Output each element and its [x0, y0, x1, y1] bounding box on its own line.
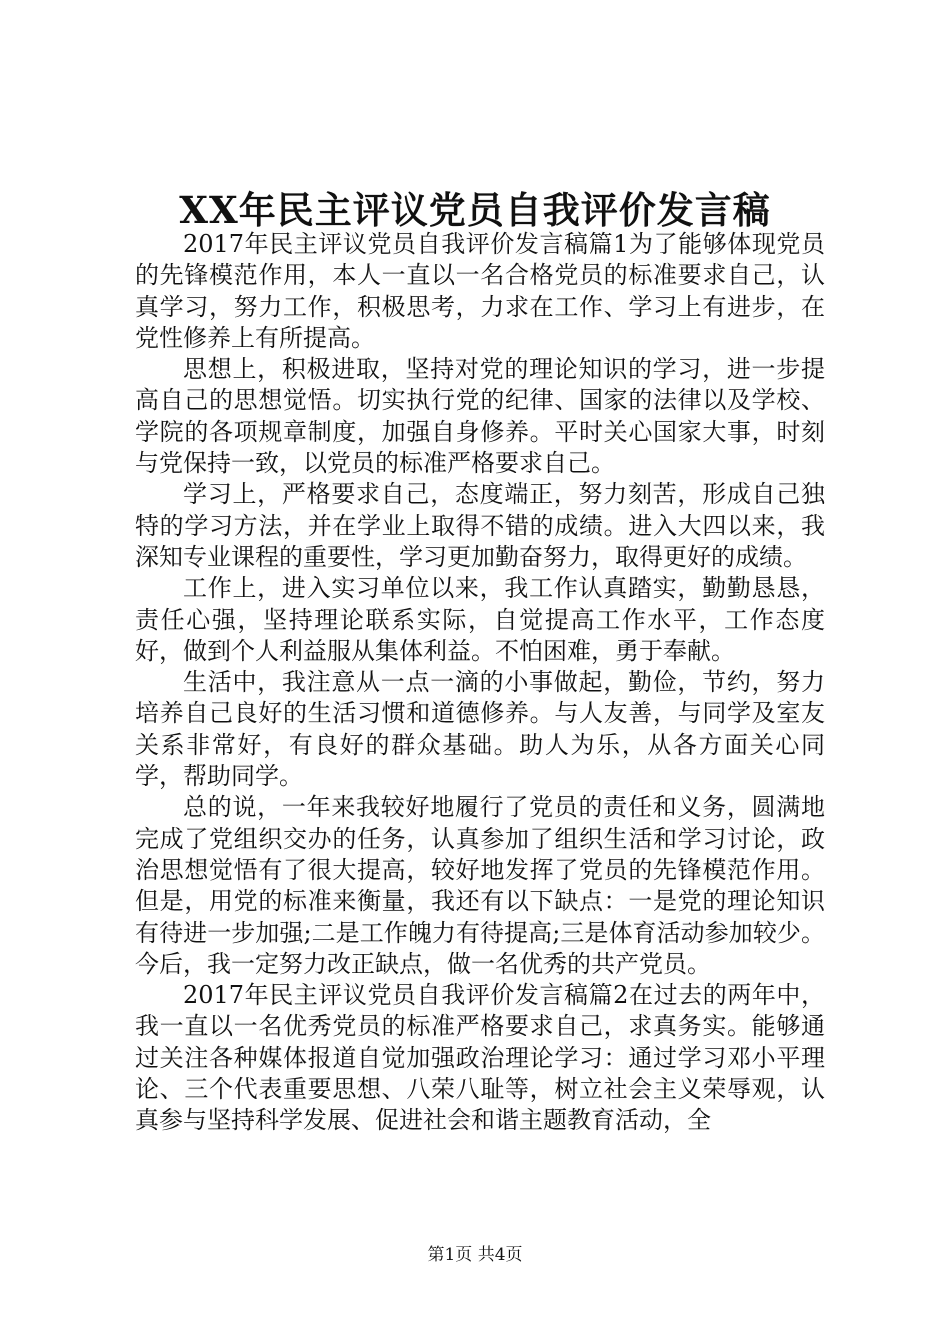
- paragraph-7: 2017年民主评议党员自我评价发言稿篇2在过去的两年中，我一直以一名优秀党员的标准严格要求自己，求真务实。能够通过关注各种媒体报道自觉加强政治理论学习：通过学习邓小平理论、三个代表重要思想、八荣八耻等，树立社会主义荣辱观，认真参与坚持科学发展、促进社会和谐主题教育活动，全: [135, 981, 825, 1135]
- paragraph-5: 生活中，我注意从一点一滴的小事做起，勤俭，节约，努力培养自己良好的生活习惯和道德修养。与人友善，与同学及室友关系非常好，有良好的群众基础。助人为乐，从各方面关心同学，帮助同学。: [135, 668, 825, 791]
- page-footer: 第1页 共4页: [427, 1245, 523, 1265]
- paragraph-1: 2017年民主评议党员自我评价发言稿篇1为了能够体现党员的先锋模范作用，本人一直以一名合格党员的标准要求自己，认真学习，努力工作，积极思考，力求在工作、学习上有进步，在党性修养上有所提高。: [135, 230, 825, 352]
- paragraph-4: 工作上，进入实习单位以来，我工作认真踏实，勤勤恳恳，责任心强，坚持理论联系实际，自觉提高工作水平，工作态度好，做到个人利益服从集体利益。不怕困难，勇于奉献。: [135, 574, 825, 665]
- document-body: [135, 229, 825, 1137]
- document-title: XX年民主评议党员自我评价发言稿: [179, 187, 771, 232]
- paragraph-2: 思想上，积极进取，坚持对党的理论知识的学习，进一步提高自己的思想觉悟。切实执行党的纪律、国家的法律以及学校、学院的各项规章制度，加强自身修养。平时关心国家大事，时刻与党保持一致，以党员的标准严格要求自己。: [135, 355, 825, 478]
- paragraph-6: 总的说，一年来我较好地履行了党员的责任和义务，圆满地完成了党组织交办的任务，认真参加了组织生活和学习讨论，政治思想觉悟有了很大提高，较好地发挥了党员的先锋模范作用。但是，用党的标准来衡量，我还有以下缺点：一是党的理论知识有待进一步加强;二是工作魄力有待提高;三是体育活动参加较少。今后，我一定努力改正缺点，做一名优秀的共产党员。: [135, 793, 825, 978]
- paragraph-3: 学习上，严格要求自己，态度端正，努力刻苦，形成自己独特的学习方法，并在学业上取得不错的成绩。进入大四以来，我深知专业课程的重要性，学习更加勤奋努力，取得更好的成绩。: [135, 480, 825, 571]
